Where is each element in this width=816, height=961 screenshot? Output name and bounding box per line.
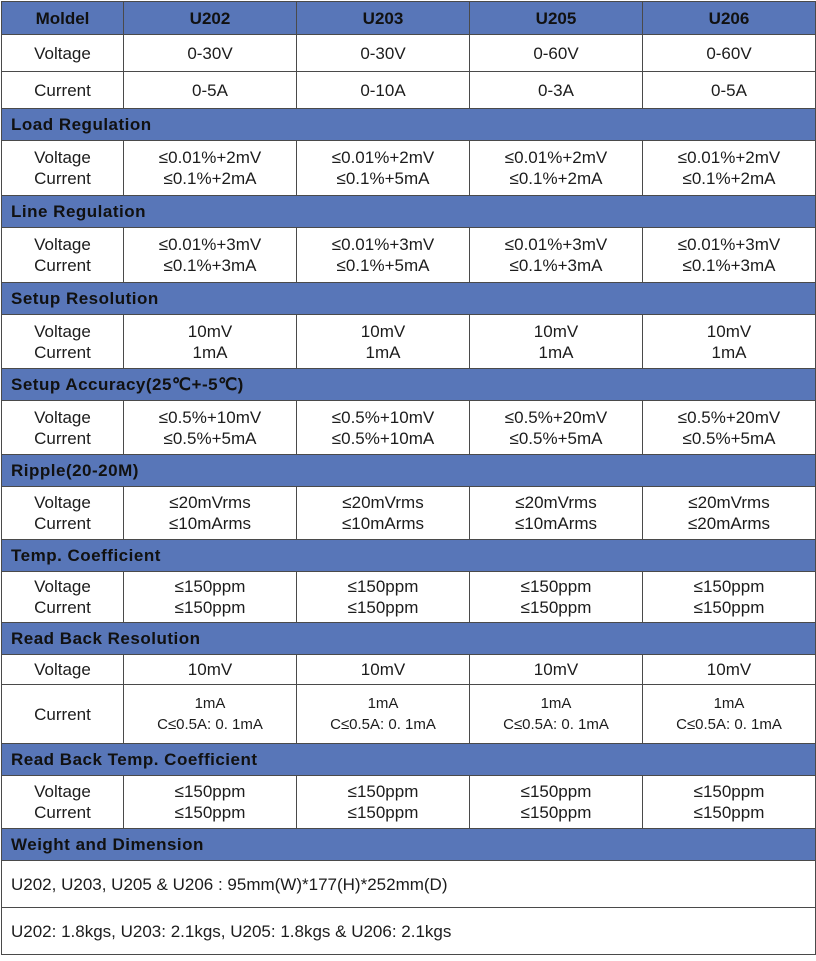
- section-header: [2, 196, 816, 228]
- current-value: 1mA: [713, 695, 745, 712]
- voltage-value: ≤0.5%+20mV: [504, 407, 608, 427]
- table-cell: [470, 401, 643, 455]
- section-header: [2, 455, 816, 487]
- current-label: Current: [34, 256, 91, 275]
- table-row: [2, 776, 816, 829]
- table-cell: [124, 315, 297, 369]
- table-cell: 0-10A: [297, 72, 470, 109]
- voltage-value: 10mV: [533, 321, 579, 341]
- voltage-value: ≤20mVrms: [169, 493, 251, 512]
- row-label: Current: [2, 685, 124, 744]
- table-cell: [470, 315, 643, 369]
- current-value: ≤0.1%+3mA: [682, 256, 776, 275]
- row-label: [2, 228, 124, 283]
- current-value: ≤0.1%+2mA: [163, 169, 257, 188]
- current-value: 1mA: [192, 342, 228, 362]
- voltage-label: Voltage: [34, 321, 91, 341]
- section-header: [2, 540, 816, 572]
- current-value: ≤0.1%+5mA: [336, 169, 430, 188]
- table-cell: [297, 401, 470, 455]
- current-value: ≤0.1%+2mA: [509, 169, 603, 188]
- table-row: [2, 315, 816, 369]
- current-value: ≤150ppm: [693, 803, 765, 822]
- voltage-label: Voltage: [34, 235, 91, 254]
- voltage-label: Voltage: [34, 577, 91, 596]
- current-value: 1mA: [367, 695, 399, 712]
- table-cell: [470, 487, 643, 540]
- table-cell: 0-3A: [470, 72, 643, 109]
- table-cell: 0-5A: [643, 72, 816, 109]
- voltage-label: Voltage: [34, 782, 91, 801]
- current-note: C≤0.5A: 0. 1mA: [330, 716, 436, 733]
- model-name: U202: [124, 2, 297, 35]
- table-cell: [297, 315, 470, 369]
- table-row: [2, 228, 816, 283]
- table-cell: 0-30V: [124, 35, 297, 72]
- current-note: C≤0.5A: 0. 1mA: [676, 716, 782, 733]
- table-cell: [643, 401, 816, 455]
- row-label: Voltage: [2, 655, 124, 685]
- voltage-label: Voltage: [34, 407, 91, 427]
- voltage-value: ≤0.5%+10mV: [158, 407, 262, 427]
- table-row: [2, 685, 816, 744]
- voltage-value: 10mV: [706, 321, 752, 341]
- table-cell: 0-60V: [470, 35, 643, 72]
- current-value: ≤0.1%+3mA: [509, 256, 603, 275]
- current-label: Current: [34, 514, 91, 533]
- voltage-value: ≤20mVrms: [342, 493, 424, 512]
- table-cell: [643, 315, 816, 369]
- table-cell: [470, 572, 643, 623]
- voltage-value: ≤0.01%+3mV: [677, 235, 781, 254]
- table-row: [2, 572, 816, 623]
- table-cell: [643, 685, 816, 744]
- row-label: Current: [2, 72, 124, 109]
- table-cell: [124, 401, 297, 455]
- voltage-label: Voltage: [34, 148, 91, 167]
- section-title: Read Back Resolution: [2, 623, 816, 655]
- table-row: [2, 141, 816, 196]
- table-cell: [297, 141, 470, 196]
- current-value: ≤150ppm: [174, 598, 246, 617]
- voltage-value: ≤150ppm: [174, 782, 246, 801]
- voltage-value: ≤0.01%+3mV: [504, 235, 608, 254]
- current-value: ≤150ppm: [520, 598, 592, 617]
- section-header: [2, 283, 816, 315]
- current-value: ≤0.5%+10mA: [331, 428, 435, 448]
- current-value: ≤10mArms: [514, 514, 598, 533]
- section-header: [2, 744, 816, 776]
- table-cell: 0-5A: [124, 72, 297, 109]
- voltage-value: ≤0.01%+2mV: [677, 148, 781, 167]
- table-cell: [643, 141, 816, 196]
- voltage-value: ≤0.01%+2mV: [158, 148, 262, 167]
- voltage-value: ≤150ppm: [693, 577, 765, 596]
- current-value: ≤0.1%+2mA: [682, 169, 776, 188]
- current-value: ≤150ppm: [693, 598, 765, 617]
- voltage-value: ≤0.01%+2mV: [504, 148, 608, 167]
- row-label: Voltage: [2, 35, 124, 72]
- voltage-value: ≤0.01%+3mV: [158, 235, 262, 254]
- model-name: U206: [643, 2, 816, 35]
- voltage-value: 10mV: [187, 321, 233, 341]
- table-cell: [297, 776, 470, 829]
- voltage-value: 10mV: [360, 321, 406, 341]
- row-label: [2, 315, 124, 369]
- section-title: Setup Resolution: [2, 283, 816, 315]
- section-header: [2, 369, 816, 401]
- model-name: U203: [297, 2, 470, 35]
- table-cell: [124, 776, 297, 829]
- table-cell: [470, 228, 643, 283]
- table-cell: [643, 572, 816, 623]
- current-value: ≤0.5%+5mA: [163, 428, 257, 448]
- current-label: Current: [34, 598, 91, 617]
- current-value: ≤0.1%+5mA: [336, 256, 430, 275]
- section-title: Setup Accuracy(25℃+-5℃): [2, 369, 816, 401]
- table-cell: [124, 572, 297, 623]
- current-value: ≤150ppm: [347, 598, 419, 617]
- voltage-value: ≤20mVrms: [515, 493, 597, 512]
- table-cell: [297, 228, 470, 283]
- voltage-value: ≤150ppm: [693, 782, 765, 801]
- current-value: ≤0.5%+5mA: [682, 428, 776, 448]
- current-value: ≤10mArms: [168, 514, 252, 533]
- section-title: Load Regulation: [2, 109, 816, 141]
- table-cell: [643, 487, 816, 540]
- table-cell: [643, 228, 816, 283]
- table-cell: [643, 776, 816, 829]
- table-row: [2, 487, 816, 540]
- table-cell: 10mV: [297, 655, 470, 685]
- section-header: [2, 829, 816, 861]
- spec-table: [1, 1, 816, 955]
- voltage-value: ≤150ppm: [520, 782, 592, 801]
- table-cell: [297, 487, 470, 540]
- table-cell: [470, 141, 643, 196]
- table-cell: [124, 141, 297, 196]
- header-row: [2, 2, 816, 35]
- section-title: Line Regulation: [2, 196, 816, 228]
- current-note: C≤0.5A: 0. 1mA: [503, 716, 609, 733]
- table-cell: 10mV: [124, 655, 297, 685]
- current-value: 1mA: [540, 695, 572, 712]
- section-title: Weight and Dimension: [2, 829, 816, 861]
- dimension-text: U202, U203, U205 & U206 : 95mm(W)*177(H)*252mm(D): [2, 861, 816, 908]
- current-value: ≤10mArms: [341, 514, 425, 533]
- row-label: [2, 487, 124, 540]
- current-value: ≤150ppm: [347, 803, 419, 822]
- section-header: [2, 109, 816, 141]
- current-value: 1mA: [711, 342, 747, 362]
- table-row: [2, 401, 816, 455]
- voltage-label: Voltage: [34, 493, 91, 512]
- table-row: [2, 72, 816, 109]
- voltage-value: ≤150ppm: [347, 577, 419, 596]
- current-value: ≤20mArms: [687, 514, 771, 533]
- row-label: [2, 776, 124, 829]
- voltage-value: ≤0.01%+2mV: [331, 148, 435, 167]
- table-cell: [124, 685, 297, 744]
- current-label: Current: [34, 169, 91, 188]
- current-value: 1mA: [538, 342, 574, 362]
- current-value: ≤150ppm: [174, 803, 246, 822]
- voltage-value: ≤150ppm: [520, 577, 592, 596]
- current-label: Current: [34, 428, 91, 448]
- current-note: C≤0.5A: 0. 1mA: [157, 716, 263, 733]
- table-cell: [124, 228, 297, 283]
- table-row: [2, 908, 816, 955]
- model-label: Moldel: [2, 2, 124, 35]
- current-value: 1mA: [194, 695, 226, 712]
- section-title: Temp. Coefficient: [2, 540, 816, 572]
- voltage-value: ≤20mVrms: [688, 493, 770, 512]
- table-cell: [297, 572, 470, 623]
- table-row: [2, 861, 816, 908]
- weight-text: U202: 1.8kgs, U203: 2.1kgs, U205: 1.8kgs & U206: 2.1kgs: [2, 908, 816, 955]
- model-name: U205: [470, 2, 643, 35]
- table-cell: 0-60V: [643, 35, 816, 72]
- row-label: [2, 572, 124, 623]
- current-label: Current: [34, 342, 91, 362]
- voltage-value: ≤0.5%+20mV: [677, 407, 781, 427]
- table-cell: 0-30V: [297, 35, 470, 72]
- row-label: [2, 141, 124, 196]
- table-cell: [470, 685, 643, 744]
- section-title: Read Back Temp. Coefficient: [2, 744, 816, 776]
- section-header: [2, 623, 816, 655]
- current-value: 1mA: [365, 342, 401, 362]
- current-value: ≤150ppm: [520, 803, 592, 822]
- current-label: Current: [34, 803, 91, 822]
- table-cell: 10mV: [643, 655, 816, 685]
- voltage-value: ≤150ppm: [347, 782, 419, 801]
- table-cell: [124, 487, 297, 540]
- current-value: ≤0.1%+3mA: [163, 256, 257, 275]
- table-cell: [297, 685, 470, 744]
- current-value: ≤0.5%+5mA: [509, 428, 603, 448]
- table-cell: [470, 776, 643, 829]
- table-row: [2, 35, 816, 72]
- voltage-value: ≤0.5%+10mV: [331, 407, 435, 427]
- voltage-value: ≤150ppm: [174, 577, 246, 596]
- voltage-value: ≤0.01%+3mV: [331, 235, 435, 254]
- section-title: Ripple(20-20M): [2, 455, 816, 487]
- table-cell: 10mV: [470, 655, 643, 685]
- table-row: [2, 655, 816, 685]
- row-label: [2, 401, 124, 455]
